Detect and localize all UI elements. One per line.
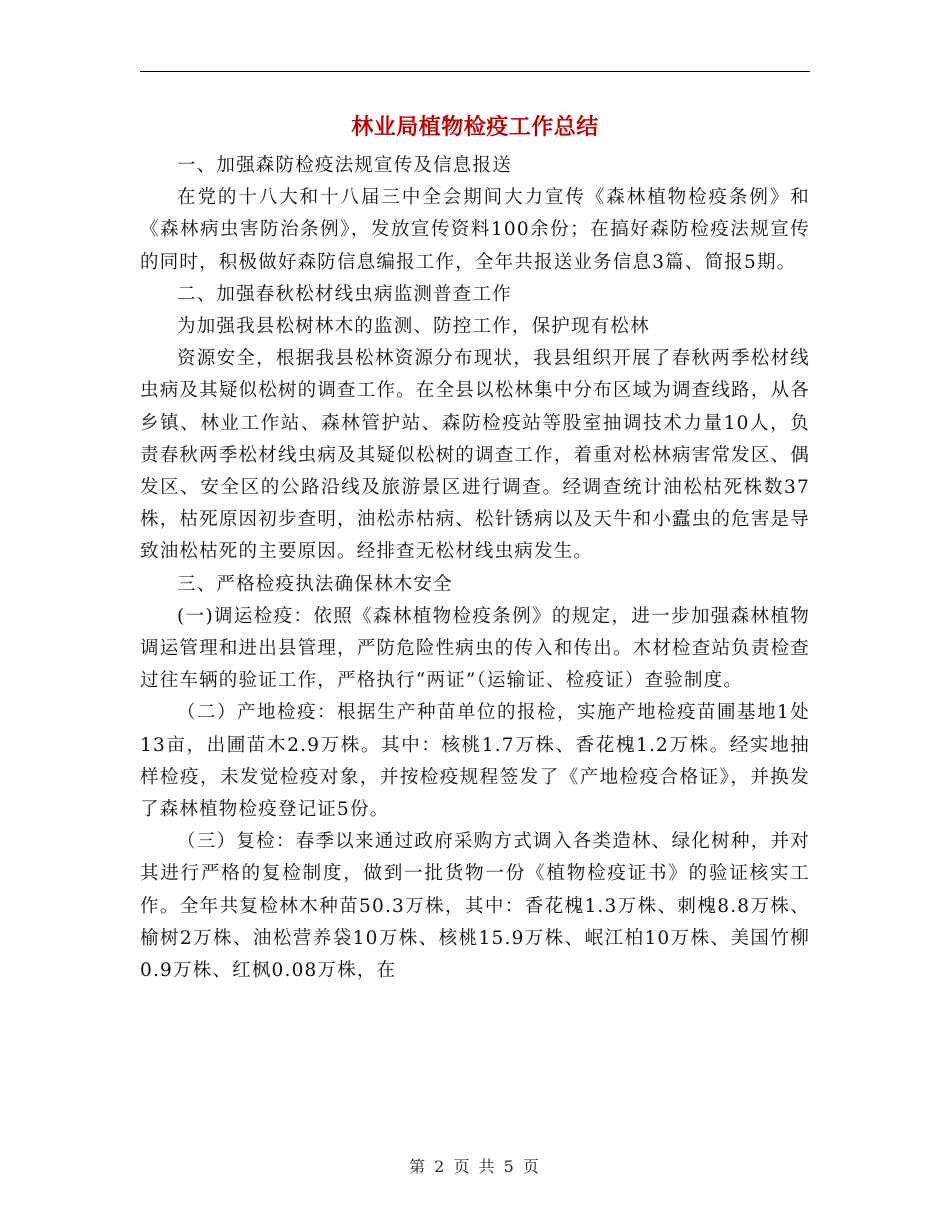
paragraph-publicity: 在党的十八大和十八届三中全会期间大力宣传《森林植物检疫条例》和《森林病虫害防治条例》，发放宣传资料100余份；在搞好森防检疫法规宣传的同时，积极做好森防信息编报工作，全年共报送业务信息3篇、简报5期。: [140, 187, 810, 273]
paragraph-transport-quarantine: (一)调运检疫：依照《森林植物检疫条例》的规定，进一步加强森林植物调运管理和进出县管理，严防危险性病虫的传入和传出。木材检查站负责检查过往车辆的验证工作，严格执行“两证”（运输证、检疫证）查验制度。: [140, 605, 810, 692]
section-heading-2: 二、加强春秋松材线虫病监测普查工作: [177, 283, 512, 305]
section-heading-3: 三、严格检疫执法确保林木安全: [177, 573, 453, 595]
document-body: [140, 150, 810, 987]
section-heading-1: 一、加强森防检疫法规宣传及信息报送: [177, 155, 512, 176]
paragraph-monitoring-body: 资源安全，根据我县松林资源分布现状，我县组织开展了春秋两季松材线虫病及其疑似松树的调查工作。在全县以松林集中分布区域为调查线路，从各乡镇、林业工作站、森林管护站、森防检疫站等股室抽调技术力量10人，负责春秋两季松材线虫病及其疑似松树的调查工作，着重对松林病害常发区、偶发区、安全区的公路沿线及旅游景区进行调查。经调查统计油松枯死株数37株，枯死原因初步查明，油松赤枯病、松针锈病以及天牛和小蠹虫的危害是导致油松枯死的主要原因。经排查无松材线虫病发生。: [140, 348, 810, 563]
paragraph-recheck: （三）复检：春季以来通过政府采购方式调入各类造林、绿化树种，并对其进行严格的复检制度，做到一批货物一份《植物检疫证书》的验证核实工作。全年共复检林木种苗50.3万株，其中：香花槐1.3万株、刺槐8.8万株、榆树2万株、油松营养袋10万株、核桃15.9万株、岷江柏10万株、美国竹柳0.9万株、红枫0.08万株，在: [140, 831, 810, 982]
paragraph-monitoring-intro: 为加强我县松树林木的监测、防控工作，保护现有松林: [177, 316, 650, 338]
header-rule: [140, 71, 810, 72]
paragraph-origin-quarantine: （二）产地检疫：根据生产种苗单位的报检，实施产地检疫苗圃基地1处13亩，出圃苗木2.9万株。其中：核桃1.7万株、香花槐1.2万株。经实地抽样检疫，未发觉检疫对象，并按检疫规程签发了《产地检疫合格证》，并换发了森林植物检疫登记证5份。: [140, 702, 810, 821]
page-number: 第 2 页 共 5 页: [409, 1157, 541, 1176]
document-title: 林业局植物检疫工作总结: [351, 114, 599, 140]
